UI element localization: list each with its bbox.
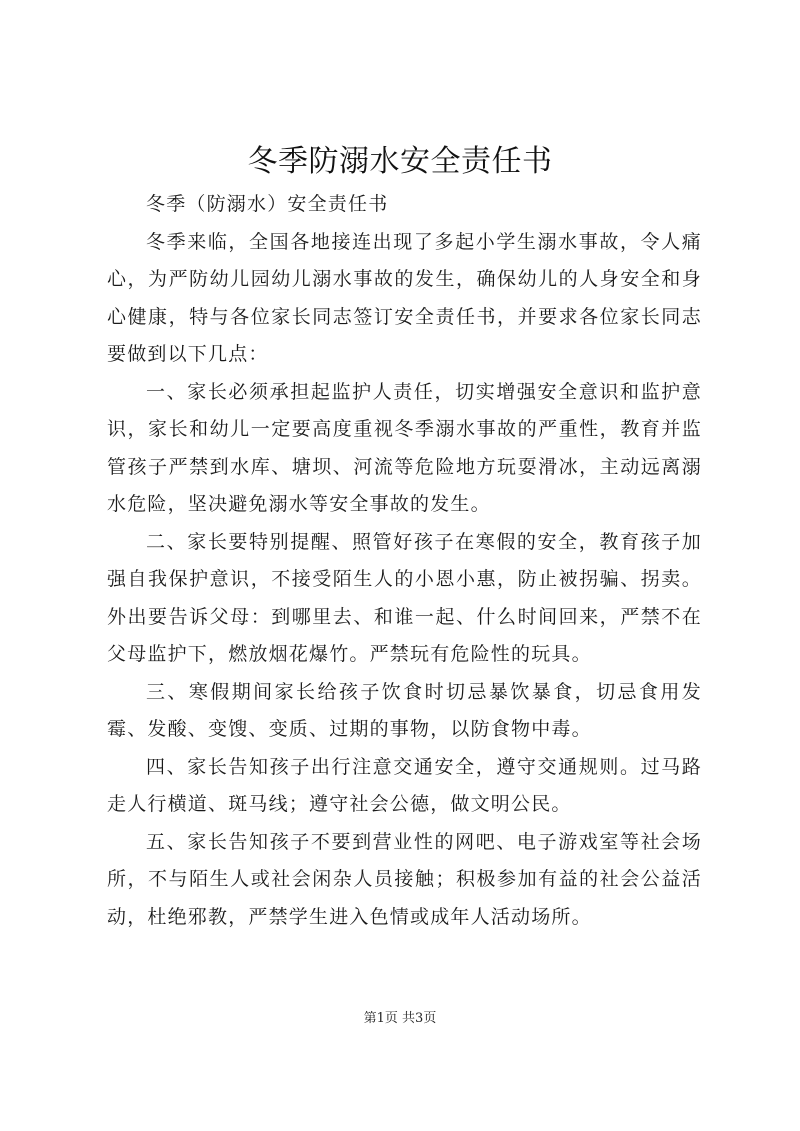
- document-subtitle: 冬季（防溺水）安全责任书: [146, 193, 389, 215]
- document-title: 冬季防溺水安全责任书: [247, 144, 553, 179]
- intro-paragraph: 冬季来临，全国各地接连出现了多起小学生溺水事故，令人痛心，为严防幼儿园幼儿溺水事故的发生，确保幼儿的人身安全和身心健康，特与各位家长同志签订安全责任书，并要求各位家长同志要做到以下几点：: [107, 230, 702, 365]
- clause-1-paragraph: 一、家长必须承担起监护人责任，切实增强安全意识和监护意识，家长和幼儿一定要高度重视冬季溺水事故的严重性，教育并监管孩子严禁到水库、塘坝、河流等危险地方玩耍滑冰，主动远离溺水危险，坚决避免溺水等安全事故的发生。: [107, 380, 702, 515]
- clause-2-paragraph: 二、家长要特别提醒、照管好孩子在寒假的安全，教育孩子加强自我保护意识，不接受陌生人的小恩小惠，防止被拐骗、拐卖。外出要告诉父母：到哪里去、和谁一起、什么时间回来，严禁不在父母监护下，燃放烟花爆竹。严禁玩有危险性的玩具。: [107, 530, 702, 665]
- document-body: [107, 186, 702, 936]
- clause-3-paragraph: 三、寒假期间家长给孩子饮食时切忌暴饮暴食，切忌食用发霉、发酸、变馊、变质、过期的事物，以防食物中毒。: [107, 680, 702, 740]
- clause-4-paragraph: 四、家长告知孩子出行注意交通安全，遵守交通规则。过马路走人行横道、斑马线；遵守社会公德，做文明公民。: [107, 755, 702, 815]
- page-number-footer: 第1页 共3页: [363, 1011, 437, 1026]
- clause-5-paragraph: 五、家长告知孩子不要到营业性的网吧、电子游戏室等社会场所，不与陌生人或社会闲杂人员接触；积极参加有益的社会公益活动，杜绝邪教，严禁学生进入色情或成年人活动场所。: [107, 830, 702, 928]
